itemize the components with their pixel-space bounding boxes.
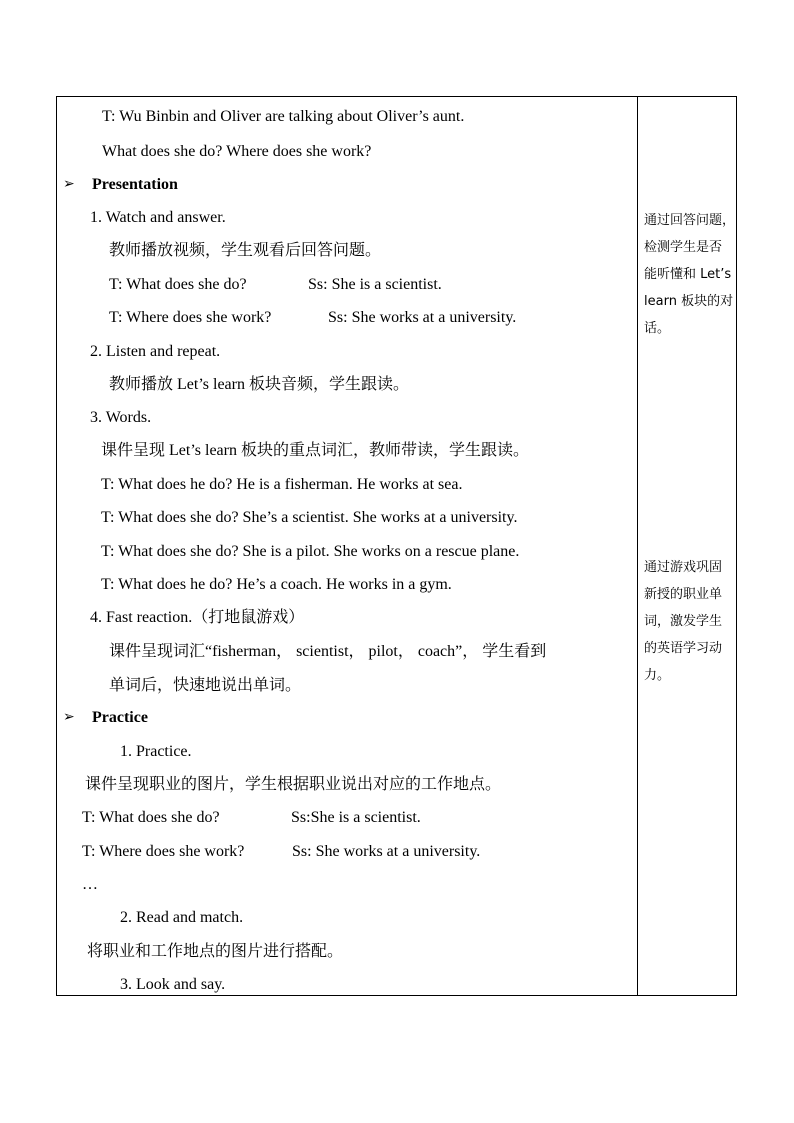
presentation-item-1-q1-teacher: T: What does she do? <box>109 276 247 293</box>
note-2-line: 新授的职业单 <box>644 587 723 602</box>
presentation-item-4-desc-2: 单词后，快速地说出单词。 <box>109 677 302 694</box>
presentation-item-4: 4. Fast reaction.（打地鼠游戏） <box>90 609 305 626</box>
practice-item-2-desc: 将职业和工作地点的图片进行搭配。 <box>87 943 344 960</box>
column-divider <box>637 97 638 995</box>
practice-ellipsis: … <box>82 876 98 893</box>
practice-item-1-q1-students: Ss:She is a scientist. <box>291 809 421 826</box>
presentation-item-3-desc: 课件呈现 Let’s learn 板块的重点词汇，教师带读，学生跟读。 <box>101 442 529 459</box>
practice-item-1-q2-teacher: T: Where does she work? <box>82 843 245 860</box>
note-1-line: 通过回答问题， <box>644 213 736 228</box>
note-2-line: 通过游戏巩固 <box>644 560 723 575</box>
presentation-item-1-q2-students: Ss: She works at a university. <box>328 309 517 326</box>
practice-item-1-desc: 课件呈现职业的图片，学生根据职业说出对应的工作地点。 <box>85 776 502 793</box>
lesson-plan-table <box>56 96 737 996</box>
presentation-item-3-line-1: T: What does he do? He is a fisherman. He works at sea. <box>101 476 463 493</box>
intro-line-2: What does she do? Where does she work? <box>102 143 372 160</box>
practice-item-1-q1-teacher: T: What does she do? <box>82 809 220 826</box>
presentation-item-3-line-4: T: What does he do? He’s a coach. He works in a gym. <box>101 576 452 593</box>
presentation-item-1-q1-students: Ss: She is a scientist. <box>308 276 442 293</box>
note-1-line: 检测学生是否 <box>644 240 723 255</box>
practice-item-1: 1. Practice. <box>120 743 192 760</box>
presentation-item-4-desc-1: 课件呈现词汇“fisherman， scientist， pilot， coach”， 学生看到 <box>109 643 547 660</box>
presentation-item-3: 3. Words. <box>90 409 152 426</box>
note-2-line: 力。 <box>644 668 671 683</box>
presentation-arrow-icon: ➢ <box>63 177 75 192</box>
presentation-item-1-desc: 教师播放视频，学生观看后回答问题。 <box>109 242 382 259</box>
practice-heading: Practice <box>92 709 148 726</box>
presentation-heading: Presentation <box>92 176 178 193</box>
note-2 <box>644 554 736 689</box>
practice-item-1-q2-students: Ss: She works at a university. <box>292 843 481 860</box>
presentation-item-3-line-3: T: What does she do? She is a pilot. She works on a rescue plane. <box>101 543 520 560</box>
note-1-line: 能听懂和 Let’s <box>644 267 732 282</box>
presentation-item-2-desc: 教师播放 Let’s learn 板块音频，学生跟读。 <box>109 376 409 393</box>
note-1-line: learn 板块的对 <box>644 294 734 309</box>
presentation-item-3-line-2: T: What does she do? She’s a scientist. She works at a university. <box>101 509 518 526</box>
note-2-line: 的英语学习动 <box>644 641 723 656</box>
intro-line-1: T: Wu Binbin and Oliver are talking about Oliver’s aunt. <box>102 108 465 125</box>
practice-item-2: 2. Read and match. <box>120 909 244 926</box>
note-1-line: 话。 <box>644 321 671 336</box>
note-2-line: 词，激发学生 <box>644 614 723 629</box>
note-1 <box>644 207 736 342</box>
practice-arrow-icon: ➢ <box>63 710 75 725</box>
presentation-item-1-q2-teacher: T: Where does she work? <box>109 309 272 326</box>
presentation-item-2: 2. Listen and repeat. <box>90 343 221 360</box>
practice-item-3: 3. Look and say. <box>120 976 226 993</box>
presentation-item-1: 1. Watch and answer. <box>90 209 226 226</box>
